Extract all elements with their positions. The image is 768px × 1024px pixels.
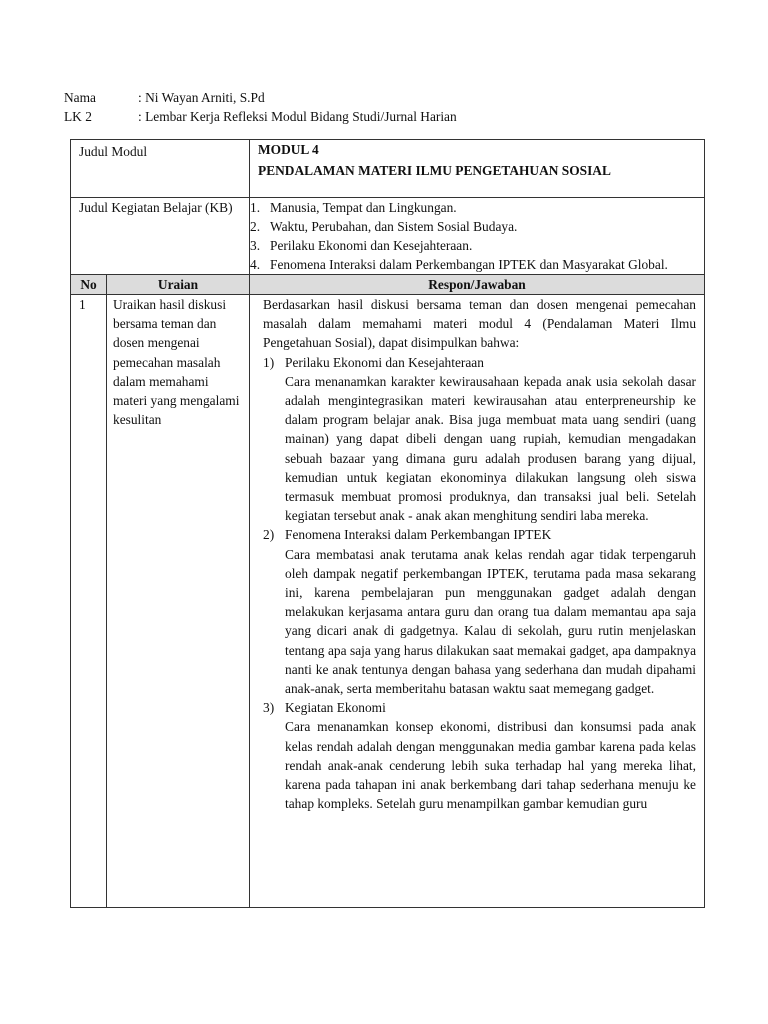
section-number: 1) — [263, 354, 275, 370]
col-header-respon: Respon/Jawaban — [250, 275, 705, 295]
kb-item-text: Manusia, Tempat dan Lingkungan. — [270, 200, 457, 215]
kb-item-text: Perilaku Ekonomi dan Kesejahteraan. — [270, 238, 473, 253]
section-title: Fenomena Interaksi dalam Perkembangan IPTEK — [285, 527, 552, 543]
header-row-nama — [64, 88, 457, 107]
row-kegiatan-belajar — [71, 198, 705, 275]
row-column-headers — [71, 275, 705, 295]
judul-modul-label: Judul Modul — [79, 144, 148, 159]
kb-label-cell — [71, 198, 250, 275]
respon-section-3 — [250, 698, 704, 813]
kb-item-number: 1. — [250, 200, 261, 215]
col-header-uraian: Uraian — [107, 275, 250, 295]
kb-item — [250, 217, 704, 236]
kb-item — [250, 198, 704, 217]
kb-item — [250, 236, 704, 255]
uraian-cell — [107, 295, 250, 908]
respon-content — [250, 295, 704, 907]
section-number: 3) — [263, 700, 275, 716]
kb-item-number: 2. — [250, 219, 261, 234]
section-body: Cara menanamkan karakter kewirausahaan kepada anak usia sekolah dasar adalah mengintegrasikan materi kewirausahan atau enterpreneurship ke dalam program belajar anak. Bisa juga membuat mata uang sendiri (uang mainan) yang dapat dibeli dengan uang rupiah, kemudian mengadakan sebuah bazaar yang dimana guru adalah produsen barang yang dijual, kemudian untuk kegiatan ekonominya dilakukan langsung oleh siswa termasuk membuat promosi produknya, dan transaksi jual beli. Setelah kegiatan tersebut anak - anak akan menghitung sendiri laba mereka. — [285, 373, 697, 524]
row-number: 1 — [79, 297, 86, 312]
section-heading — [263, 525, 696, 544]
document-header — [64, 88, 457, 126]
kb-item — [250, 255, 704, 274]
kb-item-number: 4. — [250, 257, 261, 272]
section-heading — [263, 353, 696, 372]
nama-label: Nama — [64, 90, 96, 105]
uraian-text: Uraikan hasil diskusi bersama teman dan dosen mengenai pemecahan masalah dalam memahami materi yang mengalami kesulitan — [113, 297, 240, 428]
kb-item-text: Fenomena Interaksi dalam Perkembangan IPTEK dan Masyarakat Global. — [270, 257, 668, 272]
row-number-cell — [71, 295, 107, 908]
section-title: Perilaku Ekonomi dan Kesejahteraan — [285, 354, 484, 370]
kb-list-cell — [250, 198, 705, 275]
respon-intro: Berdasarkan hasil diskusi bersama teman dan dosen mengenai pemecahan masalah dalam memahami materi modul 4 (Pendalaman Materi Ilmu Pengetahuan Sosial), dapat disimpulkan bahwa: — [263, 297, 697, 351]
section-number: 2) — [263, 527, 275, 543]
nama-value: : Ni Wayan Arniti, S.Pd — [138, 90, 265, 105]
kb-item-number: 3. — [250, 238, 261, 253]
lk-value: : Lembar Kerja Refleksi Modul Bidang Studi/Jurnal Harian — [138, 109, 457, 124]
judul-modul-value-cell — [250, 140, 705, 198]
kb-label: Judul Kegiatan Belajar (KB) — [79, 200, 233, 215]
table-row — [71, 295, 705, 908]
kb-item-text: Waktu, Perubahan, dan Sistem Sosial Budaya. — [270, 219, 518, 234]
kb-list — [250, 198, 704, 274]
modul-title: PENDALAMAN MATERI ILMU PENGETAHUAN SOSIAL — [258, 163, 611, 178]
section-title: Kegiatan Ekonomi — [285, 700, 386, 716]
col-header-no: No — [71, 275, 107, 295]
respon-cell — [250, 295, 705, 908]
respon-section-1 — [250, 353, 704, 526]
modul-number: MODUL 4 — [258, 142, 319, 157]
section-body: Cara menanamkan konsep ekonomi, distribusi dan konsumsi pada anak kelas rendah adalah dengan menggunakan media gambar karena pada kelas rendah anak-anak cenderung lebih suka terhadap hal yang mereka lihat, karena pada tahapan ini anak berkembang dari tahap sederhana menuju ke tahap kompleks. Setelah guru menampilkan gambar kemudian guru — [285, 719, 697, 812]
section-body: Cara membatasi anak terutama anak kelas rendah agar tidak terpengaruh oleh dampak negatif perkembangan IPTEK, terutama pada masa sekarang ini, karena pembelajaran pun menggunakan gadget adalah dengan melakukan kerjasama antara guru dan orang tua dalam memantau apa saja yang dicari anak di gadgetnya. Kalau di sekolah, guru rutin menjelaskan tentang apa saja yang harus dilakukan saat memakai gadget, apa dampaknya nanti ke anak tentunya dengan bahasa yang sederhana dan mudah dipahami anak-anak, serta memberitahu batasan waktu saat memegang gadget. — [285, 546, 697, 697]
lk-label: LK 2 — [64, 109, 92, 124]
header-row-lk — [64, 107, 457, 126]
section-heading — [263, 698, 696, 717]
respon-section-2 — [250, 525, 704, 698]
row-judul-modul — [71, 140, 705, 198]
judul-modul-label-cell — [71, 140, 250, 198]
reflection-table — [70, 139, 705, 908]
